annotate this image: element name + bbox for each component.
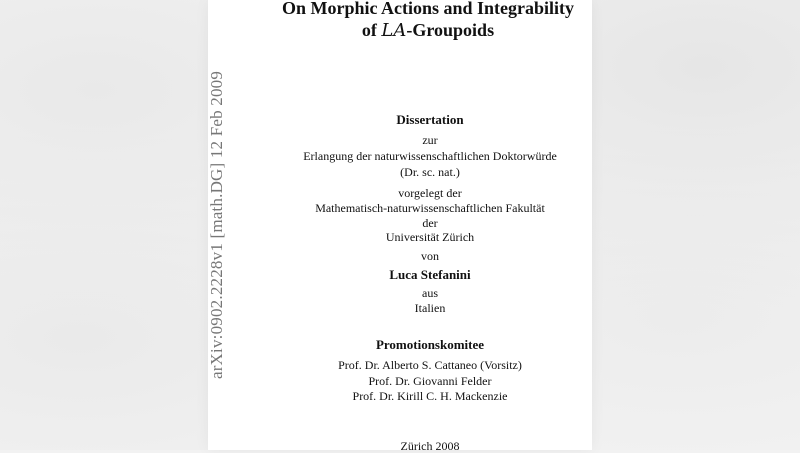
intro-line-zur: zur: [422, 133, 438, 147]
author-name: Luca Stefanini: [389, 267, 471, 282]
place-year: Zürich 2008: [400, 439, 460, 453]
origin-country: Italien: [414, 301, 446, 315]
presented-line-der: der: [422, 216, 438, 230]
title-line-1: On Morphic Actions and Integrability: [281, 0, 575, 18]
committee-member-2: Prof. Dr. Giovanni Felder: [368, 374, 492, 388]
presented-line-vorgelegt: vorgelegt der: [398, 186, 462, 200]
presented-line-faculty: Mathematisch-naturwissenschaftlichen Fakultät: [315, 201, 545, 215]
arxiv-identifier: arXiv:0902.2228v1 [math.DG] 12 Feb 2009: [207, 70, 226, 380]
title-line-2-suffix: -Groupoids: [406, 20, 495, 40]
committee-member-1: Prof. Dr. Alberto S. Cattaneo (Vorsitz): [338, 358, 522, 372]
origin-label: aus: [422, 286, 438, 300]
committee-member-3: Prof. Dr. Kirill C. H. Mackenzie: [352, 389, 508, 403]
intro-line-erlangung: Erlangung der naturwissenschaftlichen Doktorwürde: [303, 149, 557, 163]
intro-line-degree: (Dr. sc. nat.): [400, 165, 460, 179]
title-line-2-script: LA: [381, 20, 407, 41]
doc-type: Dissertation: [396, 112, 464, 127]
presented-line-university: Universität Zürich: [385, 230, 475, 244]
committee-heading: Promotionskomitee: [375, 337, 485, 352]
presented-line-von: von: [421, 249, 439, 263]
title-line-2: [228, 20, 628, 41]
title-line-2-prefix: of: [361, 20, 382, 40]
